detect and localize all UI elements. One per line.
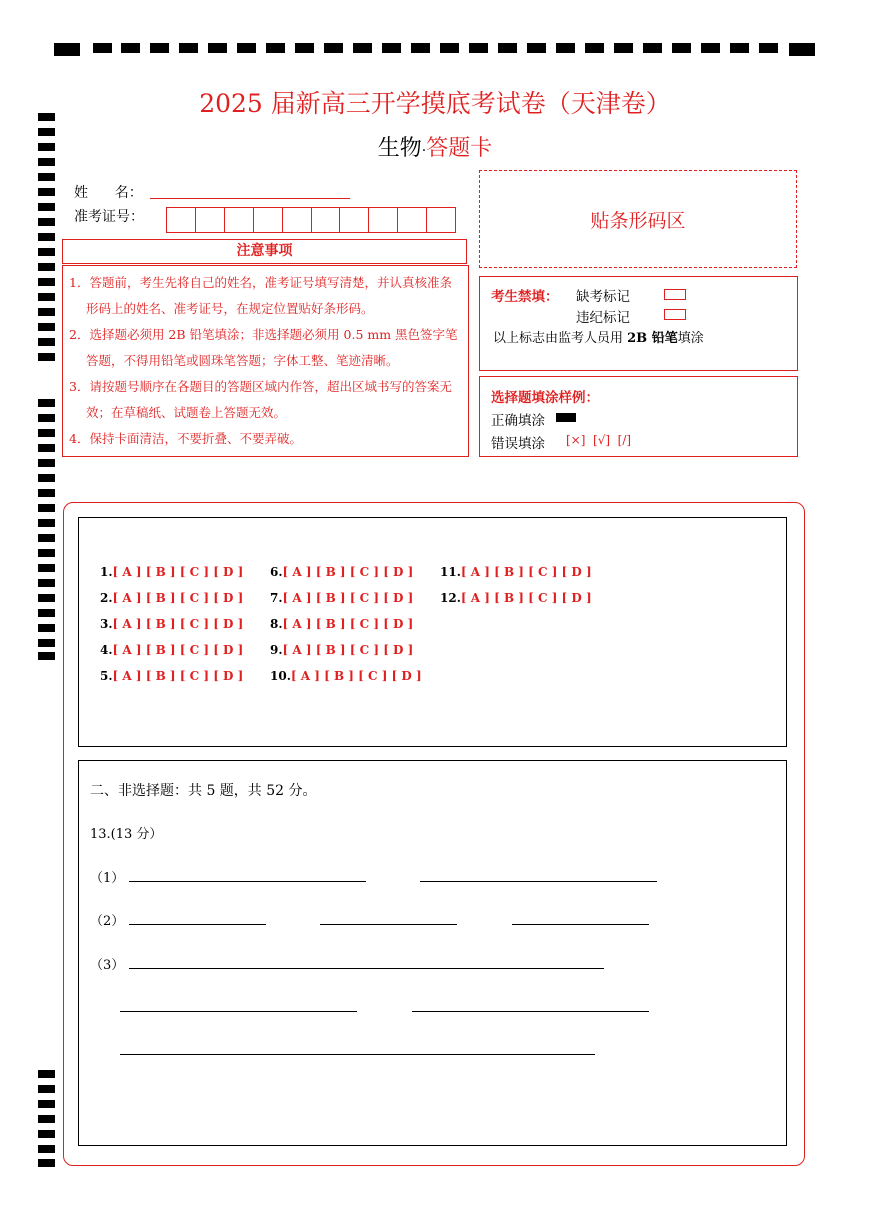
question-number: 9.: [270, 643, 283, 657]
examiner-note-suffix: 填涂: [677, 331, 704, 346]
exam-title: 2025 届新高三开学摸底考试卷（天津卷）: [199, 89, 671, 118]
mcq-item[interactable]: [270, 643, 413, 657]
answer-line[interactable]: [512, 924, 649, 925]
id-label: 准考证号：: [74, 209, 144, 225]
wrong-fill-label: 错误填涂: [491, 436, 545, 452]
answer-options[interactable]: [ A ] [ B ] [ C ] [ D ]: [460, 565, 592, 579]
answer-options[interactable]: [ A ] [ B ] [ C ] [ D ]: [290, 669, 422, 683]
question-number: 12.: [440, 591, 461, 605]
examiner-only-label: 考生禁填：: [491, 289, 559, 305]
examiner-note: [493, 327, 704, 346]
section2-heading: 二、非选择题：共 5 题，共 52 分。: [90, 783, 317, 799]
mcq-item[interactable]: [270, 565, 413, 579]
multiple-choice-section: [78, 517, 787, 747]
id-digit-box[interactable]: [369, 208, 398, 232]
examiner-note-prefix: 以上标志由监考人员用: [493, 331, 628, 346]
barcode-label: 贴条形码区: [590, 209, 686, 232]
mcq-item[interactable]: [440, 565, 592, 579]
notice-item: 2．选择题必须用 2B 铅笔填涂；非选择题必须用 0.5 mm 黑色签字笔答题，不得用铅笔或圆珠笔答题；字体工整、笔迹清晰。: [69, 327, 458, 368]
violation-mark-box[interactable]: [664, 309, 686, 320]
question-number: 1.: [100, 565, 113, 579]
correct-fill-label: 正确填涂: [491, 413, 545, 429]
question-number: 4.: [100, 643, 113, 657]
notice-box: [62, 265, 469, 457]
answer-line[interactable]: [129, 924, 266, 925]
mcq-item[interactable]: [100, 643, 243, 657]
question-number: 3.: [100, 617, 113, 631]
wrong-fill-marks: [×] [√] [/]: [566, 433, 632, 447]
absent-mark-label: 缺考标记: [576, 289, 630, 305]
fill-sample-heading: 选择题填涂样例：: [491, 390, 599, 406]
correct-fill-swatch: [556, 413, 576, 422]
answer-line[interactable]: [420, 881, 657, 882]
question-number: 10.: [270, 669, 291, 683]
mcq-item[interactable]: [270, 669, 422, 683]
examiner-note-bold: 2B 铅笔: [627, 331, 678, 346]
mcq-item[interactable]: [100, 565, 243, 579]
answer-options[interactable]: [ A ] [ B ] [ C ] [ D ]: [282, 565, 414, 579]
question-number: 11.: [440, 565, 461, 579]
mcq-item[interactable]: [100, 591, 243, 605]
notice-heading: 注意事项: [62, 239, 467, 264]
question-number: 8.: [270, 617, 283, 631]
subject-name: 生物: [377, 136, 422, 161]
answer-line[interactable]: [120, 1054, 595, 1055]
id-digit-box[interactable]: [427, 208, 455, 232]
question-number: 5.: [100, 669, 113, 683]
violation-mark-label: 违纪标记: [576, 310, 630, 326]
id-digit-box[interactable]: [312, 208, 341, 232]
part-2-label: （2）: [90, 914, 125, 929]
part-1-label: （1）: [90, 871, 125, 886]
answer-options[interactable]: [ A ] [ B ] [ C ] [ D ]: [282, 591, 414, 605]
barcode-area: [479, 170, 797, 268]
notice-item: 1．答题前，考生先将自己的姓名，准考证号填写清楚，并认真核准条形码上的姓名、准考证号，在规定位置贴好条形码。: [69, 275, 452, 316]
answer-line[interactable]: [129, 968, 604, 969]
answer-options[interactable]: [ A ] [ B ] [ C ] [ D ]: [282, 643, 414, 657]
mcq-item[interactable]: [440, 591, 592, 605]
id-digit-box[interactable]: [340, 208, 369, 232]
name-label: 姓 名：: [74, 185, 143, 201]
mcq-item[interactable]: [270, 591, 413, 605]
id-digit-box[interactable]: [196, 208, 225, 232]
name-field[interactable]: [150, 198, 350, 199]
answer-options[interactable]: [ A ] [ B ] [ C ] [ D ]: [112, 643, 244, 657]
mcq-item[interactable]: [100, 617, 243, 631]
part-3-label: （3）: [90, 958, 125, 973]
subtitle-dot: ·: [421, 143, 427, 159]
question-number: 2.: [100, 591, 113, 605]
answer-options[interactable]: [ A ] [ B ] [ C ] [ D ]: [112, 565, 244, 579]
fill-sample-box: [479, 376, 798, 457]
absent-mark-box[interactable]: [664, 289, 686, 300]
examiner-only-box: [479, 276, 798, 371]
answer-line[interactable]: [320, 924, 457, 925]
question-number: 6.: [270, 565, 283, 579]
id-digit-box[interactable]: [254, 208, 283, 232]
answer-line[interactable]: [129, 881, 366, 882]
answer-line[interactable]: [120, 1011, 357, 1012]
mcq-item[interactable]: [100, 669, 243, 683]
card-subtitle: [0, 131, 870, 162]
answer-options[interactable]: [ A ] [ B ] [ C ] [ D ]: [112, 591, 244, 605]
notice-item: 4．保持卡面清洁，不要折叠、不要弄破。: [69, 431, 302, 446]
id-digit-box[interactable]: [398, 208, 427, 232]
answer-options[interactable]: [ A ] [ B ] [ C ] [ D ]: [460, 591, 592, 605]
mcq-item[interactable]: [270, 617, 413, 631]
answer-options[interactable]: [ A ] [ B ] [ C ] [ D ]: [112, 617, 244, 631]
question-number: 7.: [270, 591, 283, 605]
id-digit-box[interactable]: [283, 208, 312, 232]
id-digit-box[interactable]: [225, 208, 254, 232]
id-digit-box[interactable]: [167, 208, 196, 232]
answer-options[interactable]: [ A ] [ B ] [ C ] [ D ]: [112, 669, 244, 683]
question-13-label: 13.(13 分）: [90, 827, 163, 842]
card-name: 答题卡: [426, 136, 493, 161]
exam-id-boxes[interactable]: [166, 207, 456, 233]
answer-line[interactable]: [412, 1011, 649, 1012]
notice-item: 3．请按题号顺序在各题目的答题区域内作答，超出区域书写的答案无效；在草稿纸、试题卷上答题无效。: [69, 379, 452, 420]
non-choice-section: [78, 760, 787, 1146]
answer-options[interactable]: [ A ] [ B ] [ C ] [ D ]: [282, 617, 414, 631]
